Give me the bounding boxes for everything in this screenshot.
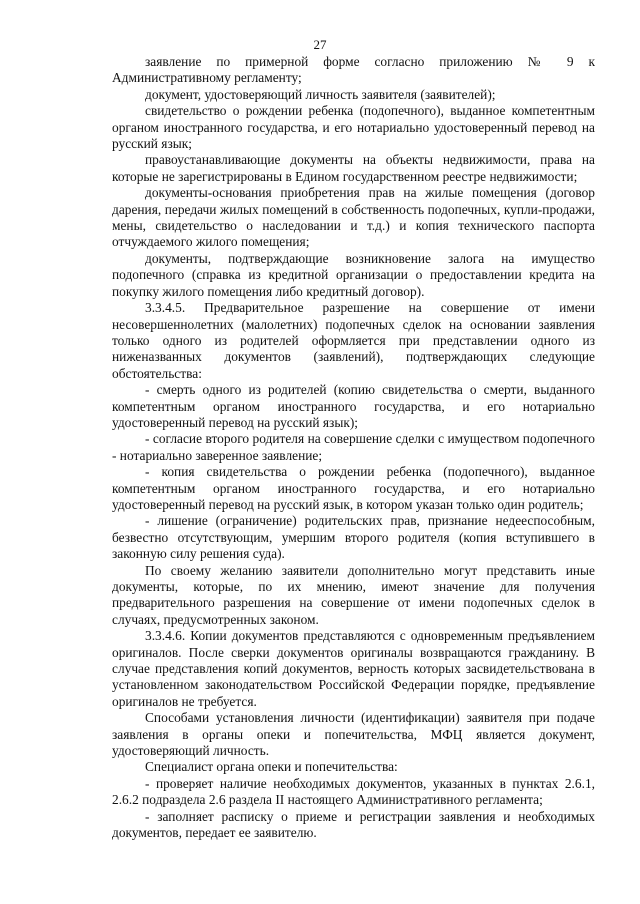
paragraph: 3.3.4.6. Копии документов представляются с одновременным предъявлением оригиналов. После сверки документов оригиналы возвращаются гражданину. В случае представления копий документов, верность которых засвидетельствована в установленном законодательством Российской Федерации порядке, предъявление оригиналов не требуется. <box>112 628 595 709</box>
paragraph: документ, удостоверяющий личность заявителя (заявителей); <box>145 86 496 102</box>
paragraph: - лишение (ограничение) родительских прав, признание недееспособным, безвестно отсутствующим, умершим второго родителя (копия вступившего в законную силу решения суда). <box>112 513 595 562</box>
paragraph: - копия свидетельства о рождении ребенка (подопечного), выданное компетентным органом иностранного государства, и его нотариально удостоверенный перевод на русский язык, в котором указан только один родитель; <box>112 464 595 512</box>
paragraph: 3.3.4.5. Предварительное разрешение на совершение от имени несовершеннолетних (малолетних) подопечных сделок на основании заявления только одного из родителей оформляется при представлении одного из ниженазванных документов (заявлений), подтверждающих следующие обстоятельства: <box>112 300 595 381</box>
paragraph: - смерть одного из родителей (копию свидетельства о смерти, выданного компетентным органом иностранного государства, и его нотариально удостоверенный перевод на русский язык); <box>112 382 595 430</box>
paragraph: По своему желанию заявители дополнительно могут представить иные документы, которые, по их мнению, имеют значение для получения предварительного разрешения на совершение от имени подопечных сделок в случаях, предусмотренных законом. <box>112 562 595 627</box>
paragraph: - проверяет наличие необходимых документов, указанных в пунктах 2.6.1, 2.6.2 подраздела 2.6 раздела II настоящего Административного регламента; <box>112 775 595 808</box>
paragraph: заявление по примерной форме согласно приложению № 9 к Административному регламенту; <box>112 54 595 86</box>
paragraph: - согласие второго родителя на совершение сделки с имуществом подопечного - нотариально заверенное заявление; <box>112 431 595 463</box>
paragraph: Способами установления личности (идентификации) заявителя при подаче заявления в органы опеки и попечительства, МФЦ является документ, удостоверяющий личность. <box>112 710 595 759</box>
paragraph: Специалист органа опеки и попечительства: <box>145 759 398 775</box>
paragraph: свидетельство о рождении ребенка (подопечного), выданное компетентным органом иностранного государства, и его нотариально удостоверенный перевод на русский язык; <box>112 103 595 152</box>
paragraph: правоустанавливающие документы на объекты недвижимости, права на которые не зарегистрированы в Едином государственном реестре недвижимости; <box>112 152 595 184</box>
paragraph: документы, подтверждающие возникновение залога на имущество подопечного (справка из кредитной организации о предоставлении кредита на покупку жилого помещения либо кредитный договор). <box>112 250 595 299</box>
paragraph: документы-основания приобретения прав на жилые помещения (договор дарения, передачи жилых помещений в собственность подопечных, купли-продажи, мены, свидетельство о наследовании и т.д.) и копия технического паспорта отчуждаемого жилого помещения; <box>112 185 595 250</box>
page-body <box>112 54 595 842</box>
page-number: 27 <box>313 37 327 52</box>
paragraph: - заполняет расписку о приеме и регистрации заявления и необходимых документов, передает ее заявителю. <box>112 808 595 841</box>
